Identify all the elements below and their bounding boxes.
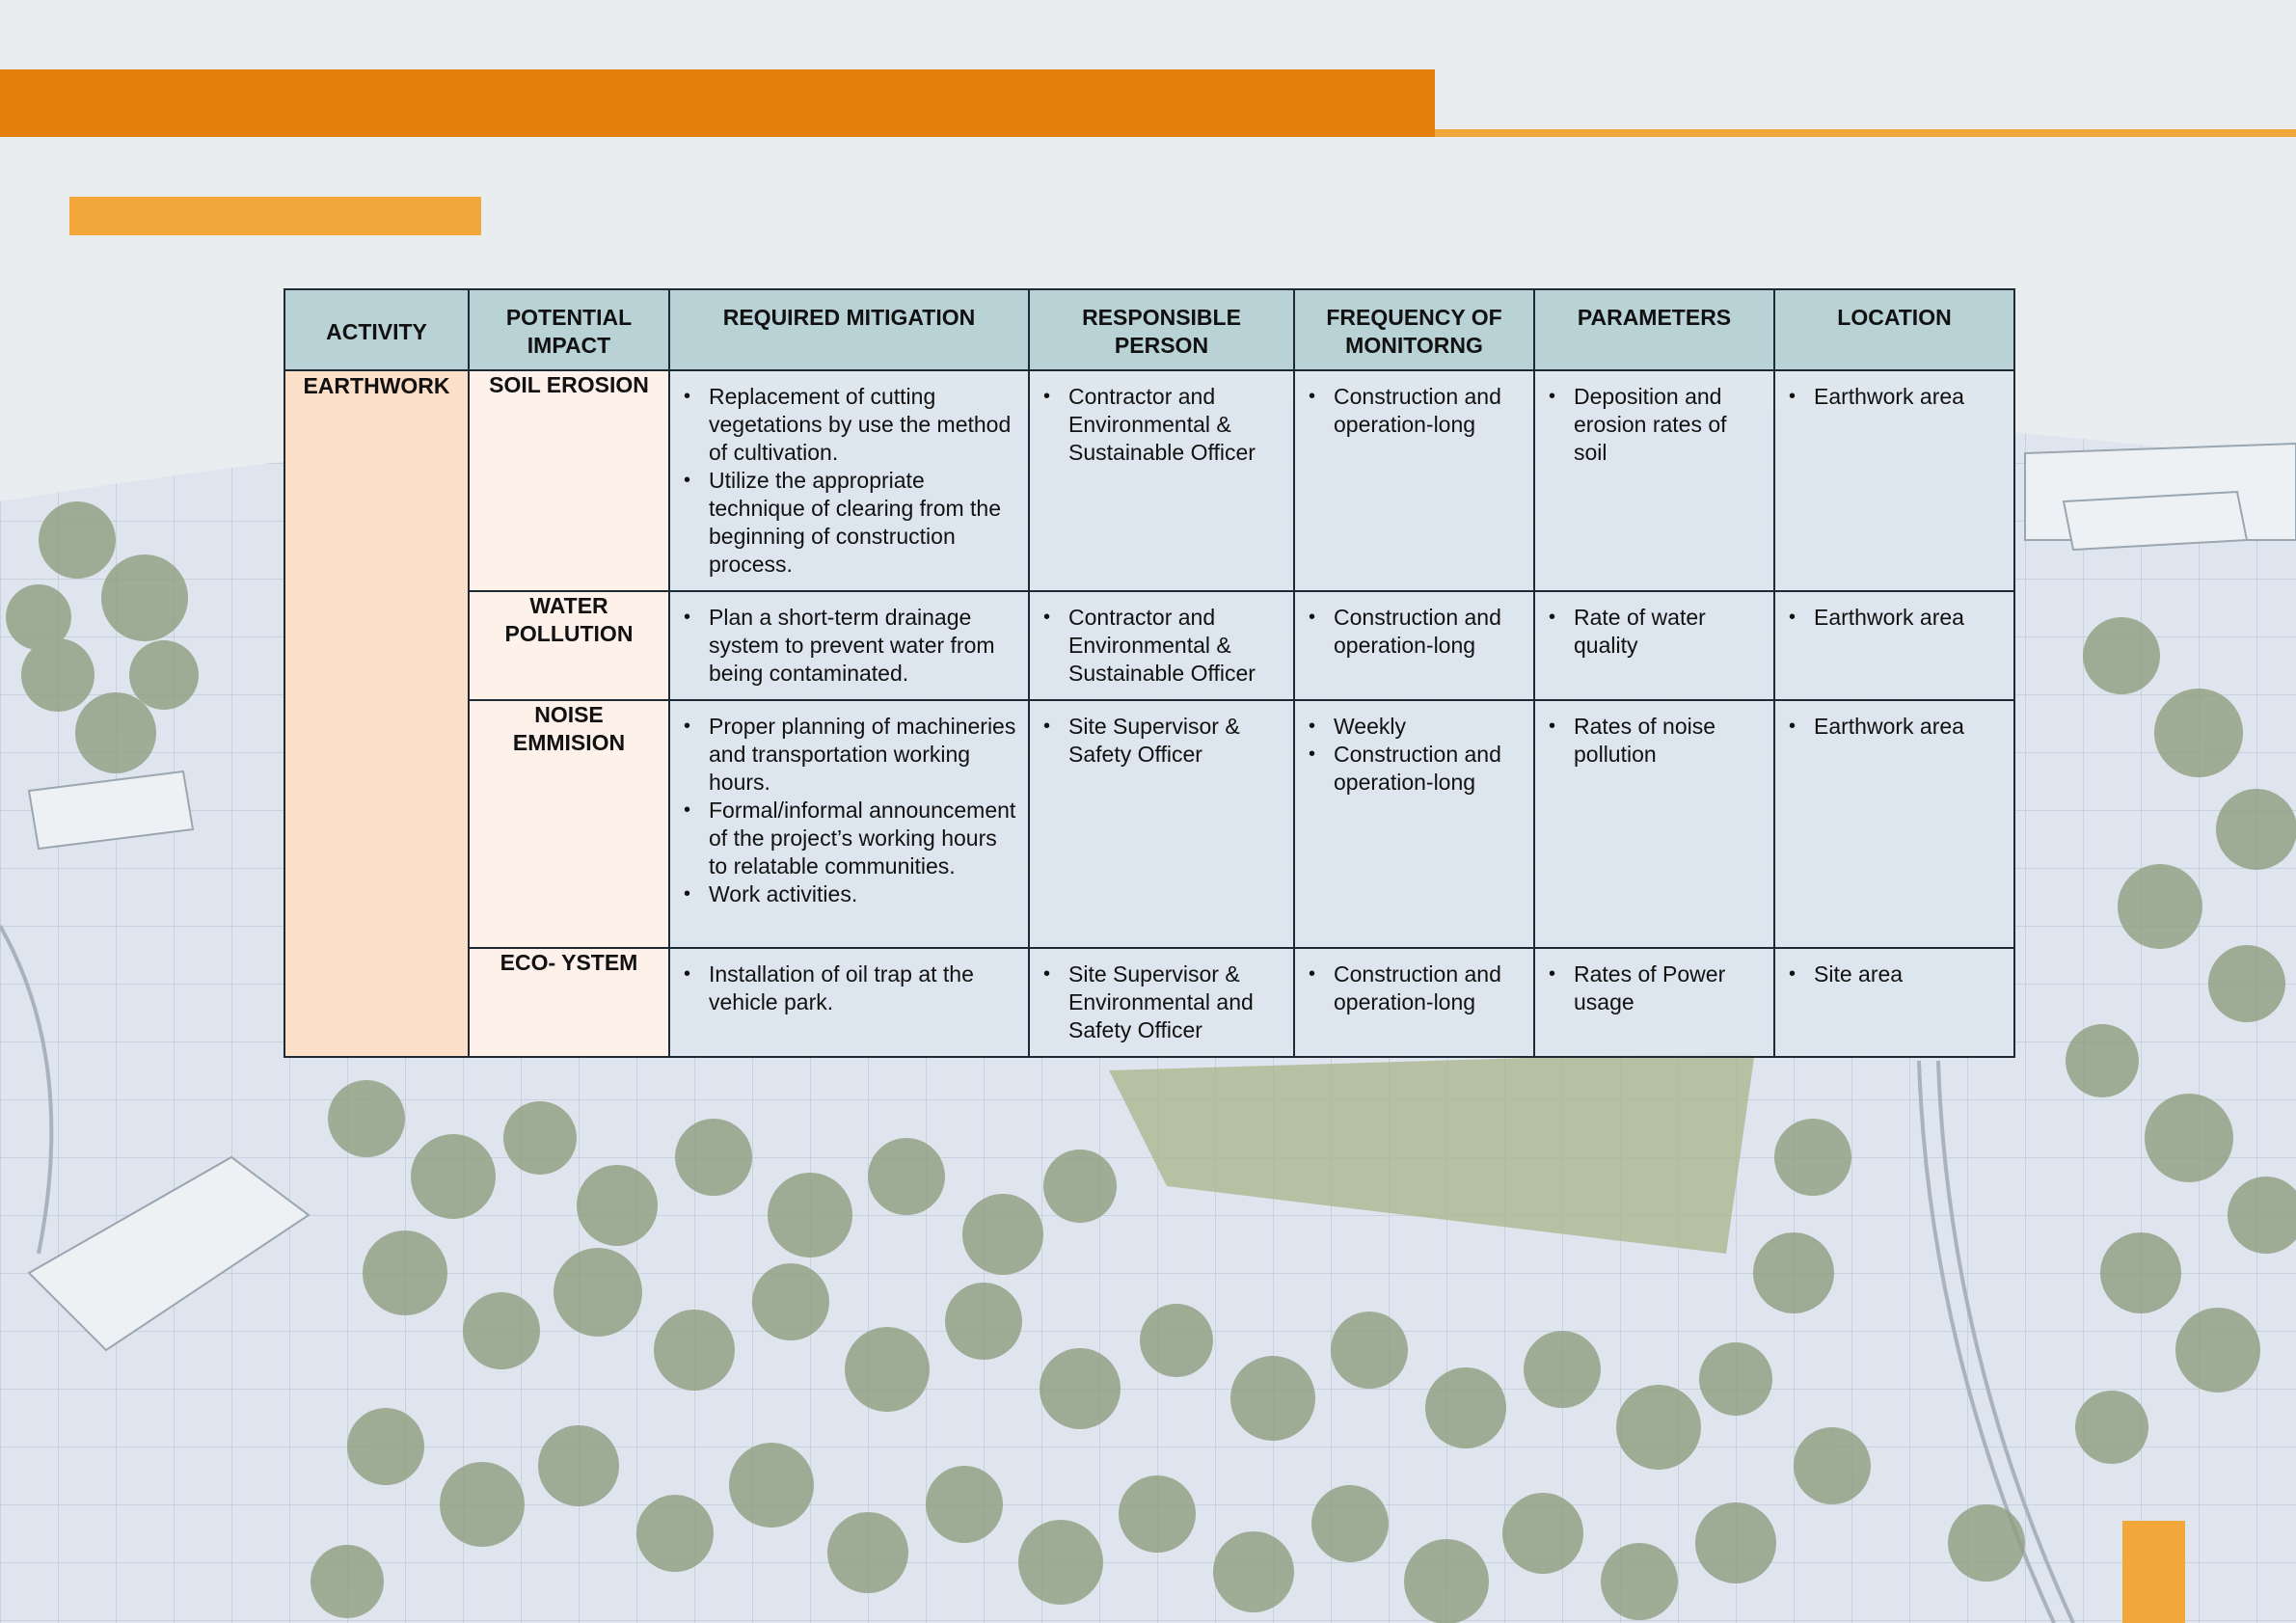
list-item: • Work activities. bbox=[709, 880, 1016, 908]
frequency-list bbox=[1303, 383, 1522, 439]
parameters-cell bbox=[1534, 370, 1774, 591]
table-row bbox=[284, 700, 2014, 948]
activity-cell: EARTHWORK bbox=[284, 370, 469, 1057]
frequency-cell bbox=[1294, 370, 1534, 591]
header-parameters: PARAMETERS bbox=[1534, 289, 1774, 370]
header-potential-impact: POTENTIAL IMPACT bbox=[469, 289, 669, 370]
header-responsible-person: RESPONSIBLE PERSON bbox=[1029, 289, 1294, 370]
mitigation-cell bbox=[669, 948, 1029, 1057]
location-cell bbox=[1774, 591, 2014, 700]
mitigation-list bbox=[678, 713, 1016, 908]
parameters-cell bbox=[1534, 948, 1774, 1057]
parameters-cell bbox=[1534, 700, 1774, 948]
list-item: • Utilize the appropriate technique of clearing from the beginning of construction process. bbox=[709, 467, 1016, 579]
list-item: • Rates of noise pollution bbox=[1574, 713, 1762, 769]
table-row bbox=[284, 948, 2014, 1057]
parameters-list bbox=[1543, 383, 1762, 467]
parameters-list bbox=[1543, 713, 1762, 769]
table-row bbox=[284, 591, 2014, 700]
responsible-list bbox=[1038, 960, 1282, 1044]
mitigation-cell bbox=[669, 370, 1029, 591]
list-item: • Construction and operation-long bbox=[1334, 741, 1522, 797]
mitigation-table bbox=[284, 288, 2015, 1058]
list-item: • Proper planning of machineries and transportation working hours. bbox=[709, 713, 1016, 797]
location-cell bbox=[1774, 370, 2014, 591]
list-item: • Construction and operation-long bbox=[1334, 604, 1522, 660]
location-list bbox=[1783, 960, 2002, 988]
section-label-bar bbox=[69, 197, 481, 235]
list-item: • Deposition and erosion rates of soil bbox=[1574, 383, 1762, 467]
list-item: • Contractor and Environmental & Sustainable Officer bbox=[1068, 383, 1282, 467]
impact-cell: ECO- YSTEM bbox=[469, 948, 669, 1057]
list-item: • Construction and operation-long bbox=[1334, 960, 1522, 1016]
frequency-cell bbox=[1294, 948, 1534, 1057]
header-activity: ACTIVITY bbox=[284, 289, 469, 370]
responsible-cell bbox=[1029, 370, 1294, 591]
responsible-list bbox=[1038, 604, 1282, 688]
responsible-list bbox=[1038, 713, 1282, 769]
parameters-cell bbox=[1534, 591, 1774, 700]
frequency-list bbox=[1303, 960, 1522, 1016]
table-body bbox=[284, 370, 2014, 1057]
list-item: • Site Supervisor & Environmental and Safety Officer bbox=[1068, 960, 1282, 1044]
frequency-list bbox=[1303, 604, 1522, 660]
list-item: • Earthwork area bbox=[1814, 383, 2002, 411]
table-row bbox=[284, 370, 2014, 591]
parameters-list bbox=[1543, 604, 1762, 660]
page-corner-marker bbox=[2122, 1521, 2185, 1623]
list-item: • Formal/informal announcement of the project’s working hours to relatable communities. bbox=[709, 797, 1016, 880]
mitigation-list bbox=[678, 383, 1016, 579]
location-list bbox=[1783, 604, 2002, 632]
list-item: • Site area bbox=[1814, 960, 2002, 988]
location-list bbox=[1783, 383, 2002, 411]
impact-cell: SOIL EROSION bbox=[469, 370, 669, 591]
impact-cell: NOISE EMMISION bbox=[469, 700, 669, 948]
frequency-list bbox=[1303, 713, 1522, 797]
parameters-list bbox=[1543, 960, 1762, 1016]
header-required-mitigation: REQUIRED MITIGATION bbox=[669, 289, 1029, 370]
responsible-list bbox=[1038, 383, 1282, 467]
responsible-cell bbox=[1029, 591, 1294, 700]
responsible-cell bbox=[1029, 948, 1294, 1057]
list-item: • Rates of Power usage bbox=[1574, 960, 1762, 1016]
location-cell bbox=[1774, 948, 2014, 1057]
mitigation-list bbox=[678, 960, 1016, 1016]
list-item: • Replacement of cutting vegetations by use the method of cultivation. bbox=[709, 383, 1016, 467]
list-item: • Construction and operation-long bbox=[1334, 383, 1522, 439]
mitigation-list bbox=[678, 604, 1016, 688]
list-item: • Rate of water quality bbox=[1574, 604, 1762, 660]
mitigation-cell bbox=[669, 591, 1029, 700]
responsible-cell bbox=[1029, 700, 1294, 948]
list-item: • Contractor and Environmental & Sustainable Officer bbox=[1068, 604, 1282, 688]
impact-cell: WATER POLLUTION bbox=[469, 591, 669, 700]
frequency-cell bbox=[1294, 700, 1534, 948]
location-list bbox=[1783, 713, 2002, 741]
list-item: • Earthwork area bbox=[1814, 713, 2002, 741]
list-item: • Earthwork area bbox=[1814, 604, 2002, 632]
location-cell bbox=[1774, 700, 2014, 948]
list-item: • Installation of oil trap at the vehicle park. bbox=[709, 960, 1016, 1016]
header-location: LOCATION bbox=[1774, 289, 2014, 370]
list-item: • Site Supervisor & Safety Officer bbox=[1068, 713, 1282, 769]
header-accent-bar bbox=[0, 69, 1435, 137]
list-item: • Plan a short-term drainage system to prevent water from being contaminated. bbox=[709, 604, 1016, 688]
header-frequency-of-monitoring: FREQUENCY OF MONITORNG bbox=[1294, 289, 1534, 370]
table-header-row bbox=[284, 289, 2014, 370]
frequency-cell bbox=[1294, 591, 1534, 700]
mitigation-cell bbox=[669, 700, 1029, 948]
list-item: • Weekly bbox=[1334, 713, 1522, 741]
header-accent-line bbox=[1435, 129, 2296, 137]
